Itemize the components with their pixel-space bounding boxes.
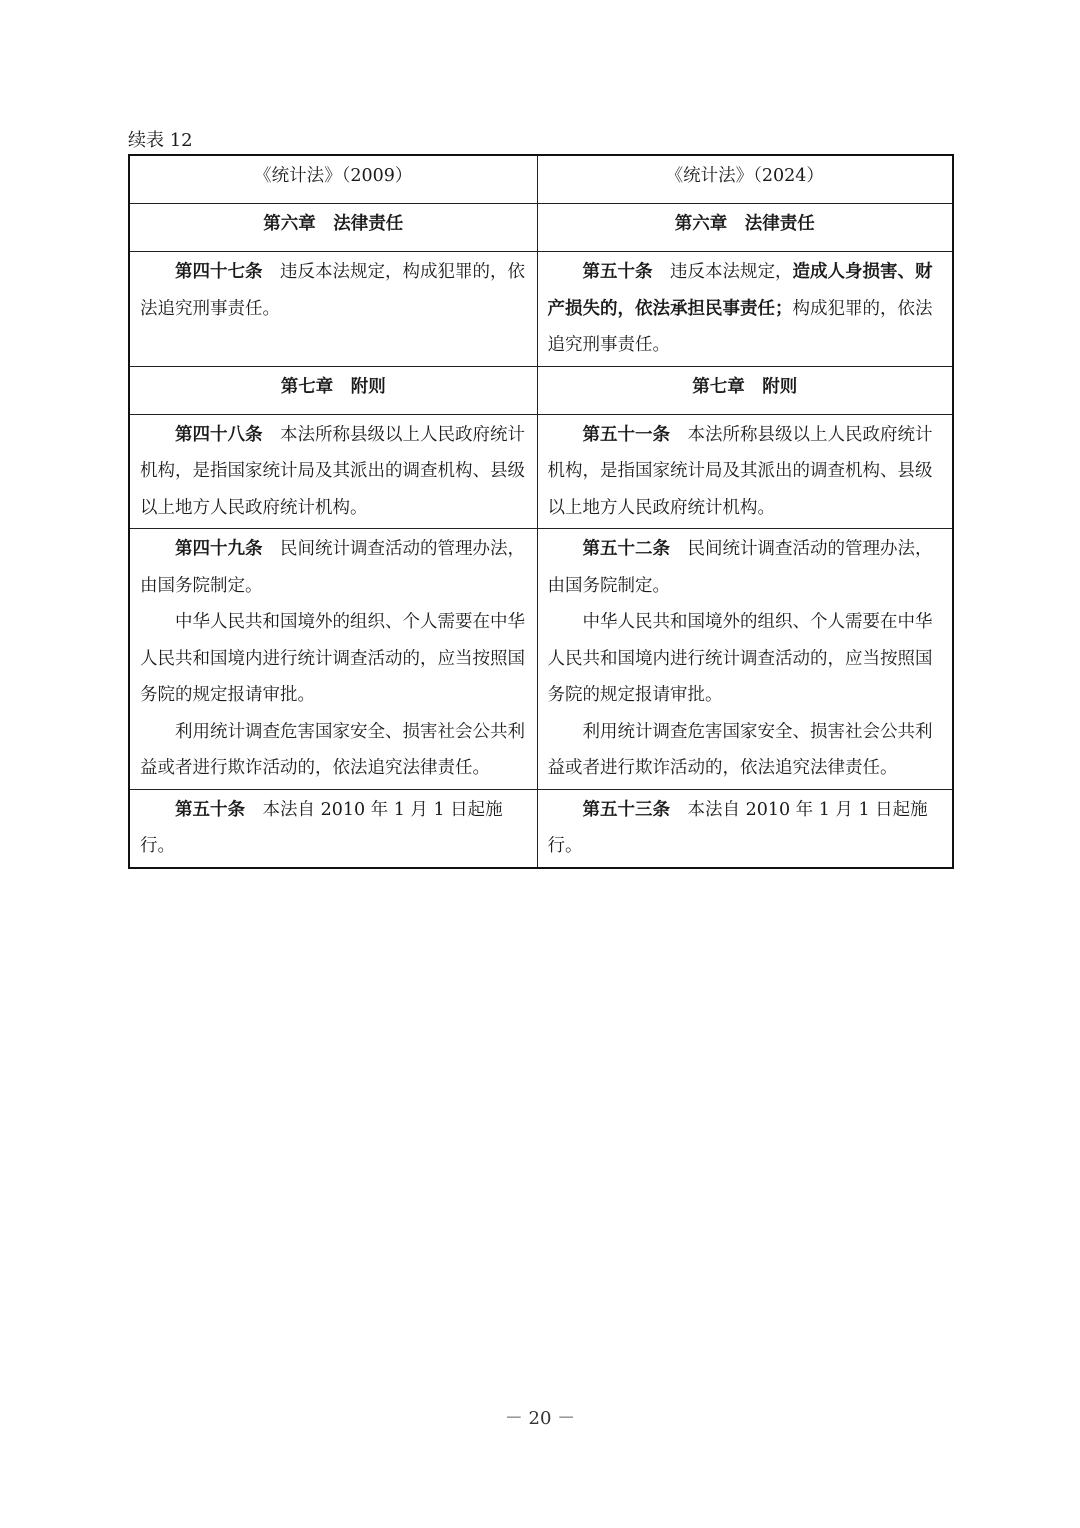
article-51-text: 本法所称县级以上人民政府统计机构，是指国家统计局及其派出的调查机构、县级以上地方人民政府统计机构。 bbox=[547, 424, 933, 518]
article-49-p2: 中华人民共和国境外的组织、个人需要在中华人民共和国境内进行统计调查活动的，应当按照国务院的规定报请审批。 bbox=[140, 612, 525, 705]
header-2024: 《统计法》（2024） bbox=[537, 155, 953, 204]
article-51-title: 第五十一条 bbox=[582, 424, 670, 445]
article-48-cell bbox=[129, 414, 537, 529]
article-48-text: 本法所称县级以上人民政府统计机构，是指国家统计局及其派出的调查机构、县级以上地方人民政府统计机构。 bbox=[140, 424, 525, 518]
article-49-p1: 民间统计调查活动的管理办法，由国务院制定。 bbox=[140, 539, 525, 596]
comparison-table bbox=[128, 154, 954, 869]
article-50-new-cell bbox=[537, 252, 953, 367]
article-47-cell bbox=[129, 252, 537, 367]
chapter-six-right: 第六章 法律责任 bbox=[537, 204, 953, 252]
table-caption: 续表 12 bbox=[128, 130, 193, 151]
article-50-new-title: 第五十条 bbox=[582, 262, 653, 282]
header-2009: 《统计法》（2009） bbox=[129, 155, 537, 204]
article-50-new-text-post: 构成犯罪的，依法追究刑事责任。 bbox=[547, 298, 933, 355]
article-50-new-text-pre: 违反本法规定， bbox=[670, 262, 793, 282]
article-50-old-title: 第五十条 bbox=[175, 799, 245, 820]
article-49-cell bbox=[129, 529, 537, 790]
page-number: － 20 － bbox=[504, 1408, 576, 1429]
article-50-new-text-bold: 造成人身损害、财产损失的，依法承担民事责任； bbox=[547, 262, 933, 319]
article-48-title: 第四十八条 bbox=[175, 424, 263, 445]
article-47-title: 第四十七条 bbox=[175, 262, 263, 282]
article-52-title: 第五十二条 bbox=[582, 539, 670, 559]
article-53-text: 本法自 2010 年 1 月 1 日起施行。 bbox=[547, 799, 928, 856]
article-50-old-cell bbox=[129, 789, 537, 868]
article-52-p2: 中华人民共和国境外的组织、个人需要在中华人民共和国境内进行统计调查活动的，应当按照国务院的规定报请审批。 bbox=[547, 612, 933, 705]
table-row bbox=[129, 789, 953, 868]
article-49-title: 第四十九条 bbox=[175, 539, 263, 559]
article-52-cell bbox=[537, 529, 953, 790]
chapter-seven-right: 第七章 附则 bbox=[537, 366, 953, 414]
article-52-p3: 利用统计调查危害国家安全、损害社会公共利益或者进行欺诈活动的，依法追究法律责任。 bbox=[547, 721, 933, 778]
article-49-p3: 利用统计调查危害国家安全、损害社会公共利益或者进行欺诈活动的，依法追究法律责任。 bbox=[140, 721, 525, 778]
article-51-cell bbox=[537, 414, 953, 529]
chapter-seven-row bbox=[129, 366, 953, 414]
table-row bbox=[129, 414, 953, 529]
article-53-title: 第五十三条 bbox=[582, 799, 670, 820]
table-header-row bbox=[129, 155, 953, 204]
article-53-cell bbox=[537, 789, 953, 868]
table-row bbox=[129, 529, 953, 790]
article-47-text: 违反本法规定，构成犯罪的，依法追究刑事责任。 bbox=[140, 262, 525, 319]
article-50-old-text: 本法自 2010 年 1 月 1 日起施行。 bbox=[140, 799, 503, 856]
chapter-seven-left: 第七章 附则 bbox=[129, 366, 537, 414]
article-52-p1: 民间统计调查活动的管理办法，由国务院制定。 bbox=[547, 539, 933, 596]
table-row bbox=[129, 252, 953, 367]
chapter-six-left: 第六章 法律责任 bbox=[129, 204, 537, 252]
chapter-six-row bbox=[129, 204, 953, 252]
